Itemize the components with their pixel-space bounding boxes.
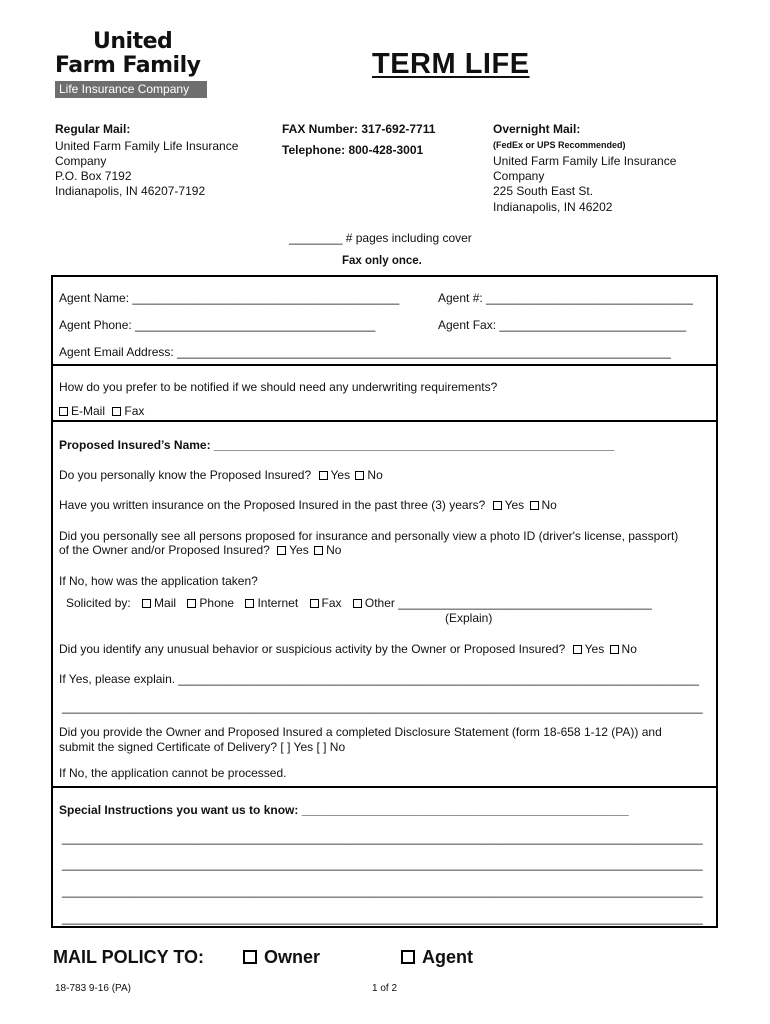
internet-option-label: Internet [257, 596, 299, 610]
regular-mail-line: P.O. Box 7192 [55, 169, 132, 183]
section-divider [51, 364, 718, 366]
agent-label: Agent [422, 947, 473, 967]
logo-line-1: United [93, 29, 173, 54]
fax-option-label: Fax [321, 596, 342, 610]
regular-mail-line: Indianapolis, IN 46207-7192 [55, 184, 206, 198]
section-divider [51, 420, 718, 422]
written-insurance-question [59, 498, 557, 513]
owner-checkbox[interactable] [243, 950, 257, 964]
disclosure-question-line1: Did you provide the Owner and Proposed Insured a completed Disclosure Statement (form 18-658 1-12 (PA)) and [59, 725, 662, 739]
regular-mail-line: Company [55, 154, 107, 168]
suspicious-activity-question [59, 642, 637, 657]
regular-mail-heading: Regular Mail: [55, 122, 131, 136]
page-title: TERM LIFE [372, 48, 530, 80]
yes-checkbox[interactable] [277, 546, 286, 555]
logo-line-3: Life Insurance Company [55, 81, 207, 98]
special-instructions-line[interactable]: ________________________________________________________________________________________________ [62, 911, 703, 925]
yes-checkbox[interactable] [493, 501, 502, 510]
notify-question: How do you prefer to be notified if we should need any underwriting requirements? [59, 380, 498, 394]
section-divider [51, 786, 718, 788]
mail-checkbox[interactable] [142, 599, 151, 608]
overnight-mail-line: 225 South East St. [493, 184, 594, 198]
no-checkbox[interactable] [314, 546, 323, 555]
question-text: Have you written insurance on the Proposed Insured in the past three (3) years? [59, 498, 486, 512]
phone-option-label: Phone [199, 596, 235, 610]
overnight-mail-heading: Overnight Mail: [493, 122, 581, 136]
photo-id-question-line1: Did you personally see all persons proposed for insurance and personally view a photo ID (driver's license, passport) [59, 529, 679, 543]
telephone-number: Telephone: 800-428-3001 [282, 143, 424, 157]
explain-blank-line[interactable]: ________________________________________________________________________________________________ [62, 700, 703, 714]
mail-policy-label: MAIL POLICY TO: [53, 947, 205, 967]
if-yes-explain-field[interactable]: If Yes, please explain. ______________________________________________________________________________ [59, 672, 699, 686]
yes-label: Yes [330, 468, 351, 482]
fax-number: FAX Number: 317-692-7711 [282, 122, 436, 136]
mail-to-owner-option [243, 946, 320, 968]
company-logo [55, 30, 207, 98]
email-option-label: E-Mail [71, 404, 106, 418]
no-label: No [621, 642, 637, 656]
fax-checkbox[interactable] [112, 407, 121, 416]
internet-checkbox[interactable] [245, 599, 254, 608]
yes-label: Yes [584, 642, 605, 656]
other-checkbox[interactable] [353, 599, 362, 608]
know-insured-question [59, 468, 383, 483]
overnight-mail-line: Indianapolis, IN 46202 [493, 200, 613, 214]
email-checkbox[interactable] [59, 407, 68, 416]
logo-line-2: Farm Family [55, 53, 201, 78]
fax-option-label: Fax [124, 404, 145, 418]
special-instructions-line[interactable]: ________________________________________________________________________________________________ [62, 857, 703, 871]
form-number: 18-783 9-16 (PA) [55, 983, 131, 994]
pages-count-field[interactable]: ________ # pages including cover [289, 231, 472, 245]
agent-phone-field[interactable]: Agent Phone: ____________________________________ [59, 318, 376, 332]
no-label: No [367, 468, 383, 482]
overnight-mail-note: (FedEx or UPS Recommended) [493, 140, 626, 150]
question-text: Did you identify any unusual behavior or suspicious activity by the Owner or Proposed Insured? [59, 642, 566, 656]
regular-mail-line: United Farm Family Life Insurance [55, 139, 239, 153]
cannot-process-note: If No, the application cannot be processed. [59, 766, 287, 780]
phone-checkbox[interactable] [187, 599, 196, 608]
no-checkbox[interactable] [610, 645, 619, 654]
agent-number-field[interactable]: Agent #: _______________________________ [438, 291, 693, 305]
solicited-by-row [66, 596, 652, 611]
special-instructions-field[interactable]: Special Instructions you want us to know: _________________________________________________ [59, 803, 629, 817]
agent-name-field[interactable]: Agent Name: ________________________________________ [59, 291, 400, 305]
application-method-question: If No, how was the application taken? [59, 574, 258, 588]
solicited-by-label: Solicited by: [66, 596, 131, 610]
other-option-field[interactable]: Other ______________________________________ [364, 596, 652, 610]
owner-label: Owner [264, 947, 321, 967]
agent-fax-field[interactable]: Agent Fax: ____________________________ [438, 318, 687, 332]
agent-email-field[interactable]: Agent Email Address: __________________________________________________________________________ [59, 345, 671, 359]
question-text: Do you personally know the Proposed Insured? [59, 468, 312, 482]
photo-id-question-line2 [59, 543, 341, 558]
special-instructions-line[interactable]: ________________________________________________________________________________________________ [62, 831, 703, 845]
proposed-insured-name-field[interactable]: Proposed Insured’s Name: ____________________________________________________________ [59, 438, 615, 452]
mail-to-agent-option [401, 946, 473, 968]
mail-option-label: Mail [154, 596, 177, 610]
yes-label: Yes [504, 498, 525, 512]
no-checkbox[interactable] [530, 501, 539, 510]
special-instructions-line[interactable]: ________________________________________________________________________________________________ [62, 884, 703, 898]
agent-checkbox[interactable] [401, 950, 415, 964]
yes-label: Yes [289, 543, 309, 557]
no-label: No [541, 498, 557, 512]
page-number: 1 of 2 [372, 983, 398, 994]
explain-caption: (Explain) [445, 611, 493, 625]
overnight-mail-line: United Farm Family Life Insurance [493, 154, 677, 168]
disclosure-question-line2: submit the signed Certificate of Delivery? [ ] Yes [ ] No [59, 740, 346, 754]
yes-checkbox[interactable] [573, 645, 582, 654]
overnight-mail-line: Company [493, 169, 545, 183]
no-label: No [326, 543, 342, 557]
yes-checkbox[interactable] [319, 471, 328, 480]
fax-checkbox[interactable] [310, 599, 319, 608]
notify-options [59, 404, 144, 419]
no-checkbox[interactable] [355, 471, 364, 480]
question-text: of the Owner and/or Proposed Insured? [59, 543, 270, 557]
fax-once-note: Fax only once. [342, 255, 422, 267]
